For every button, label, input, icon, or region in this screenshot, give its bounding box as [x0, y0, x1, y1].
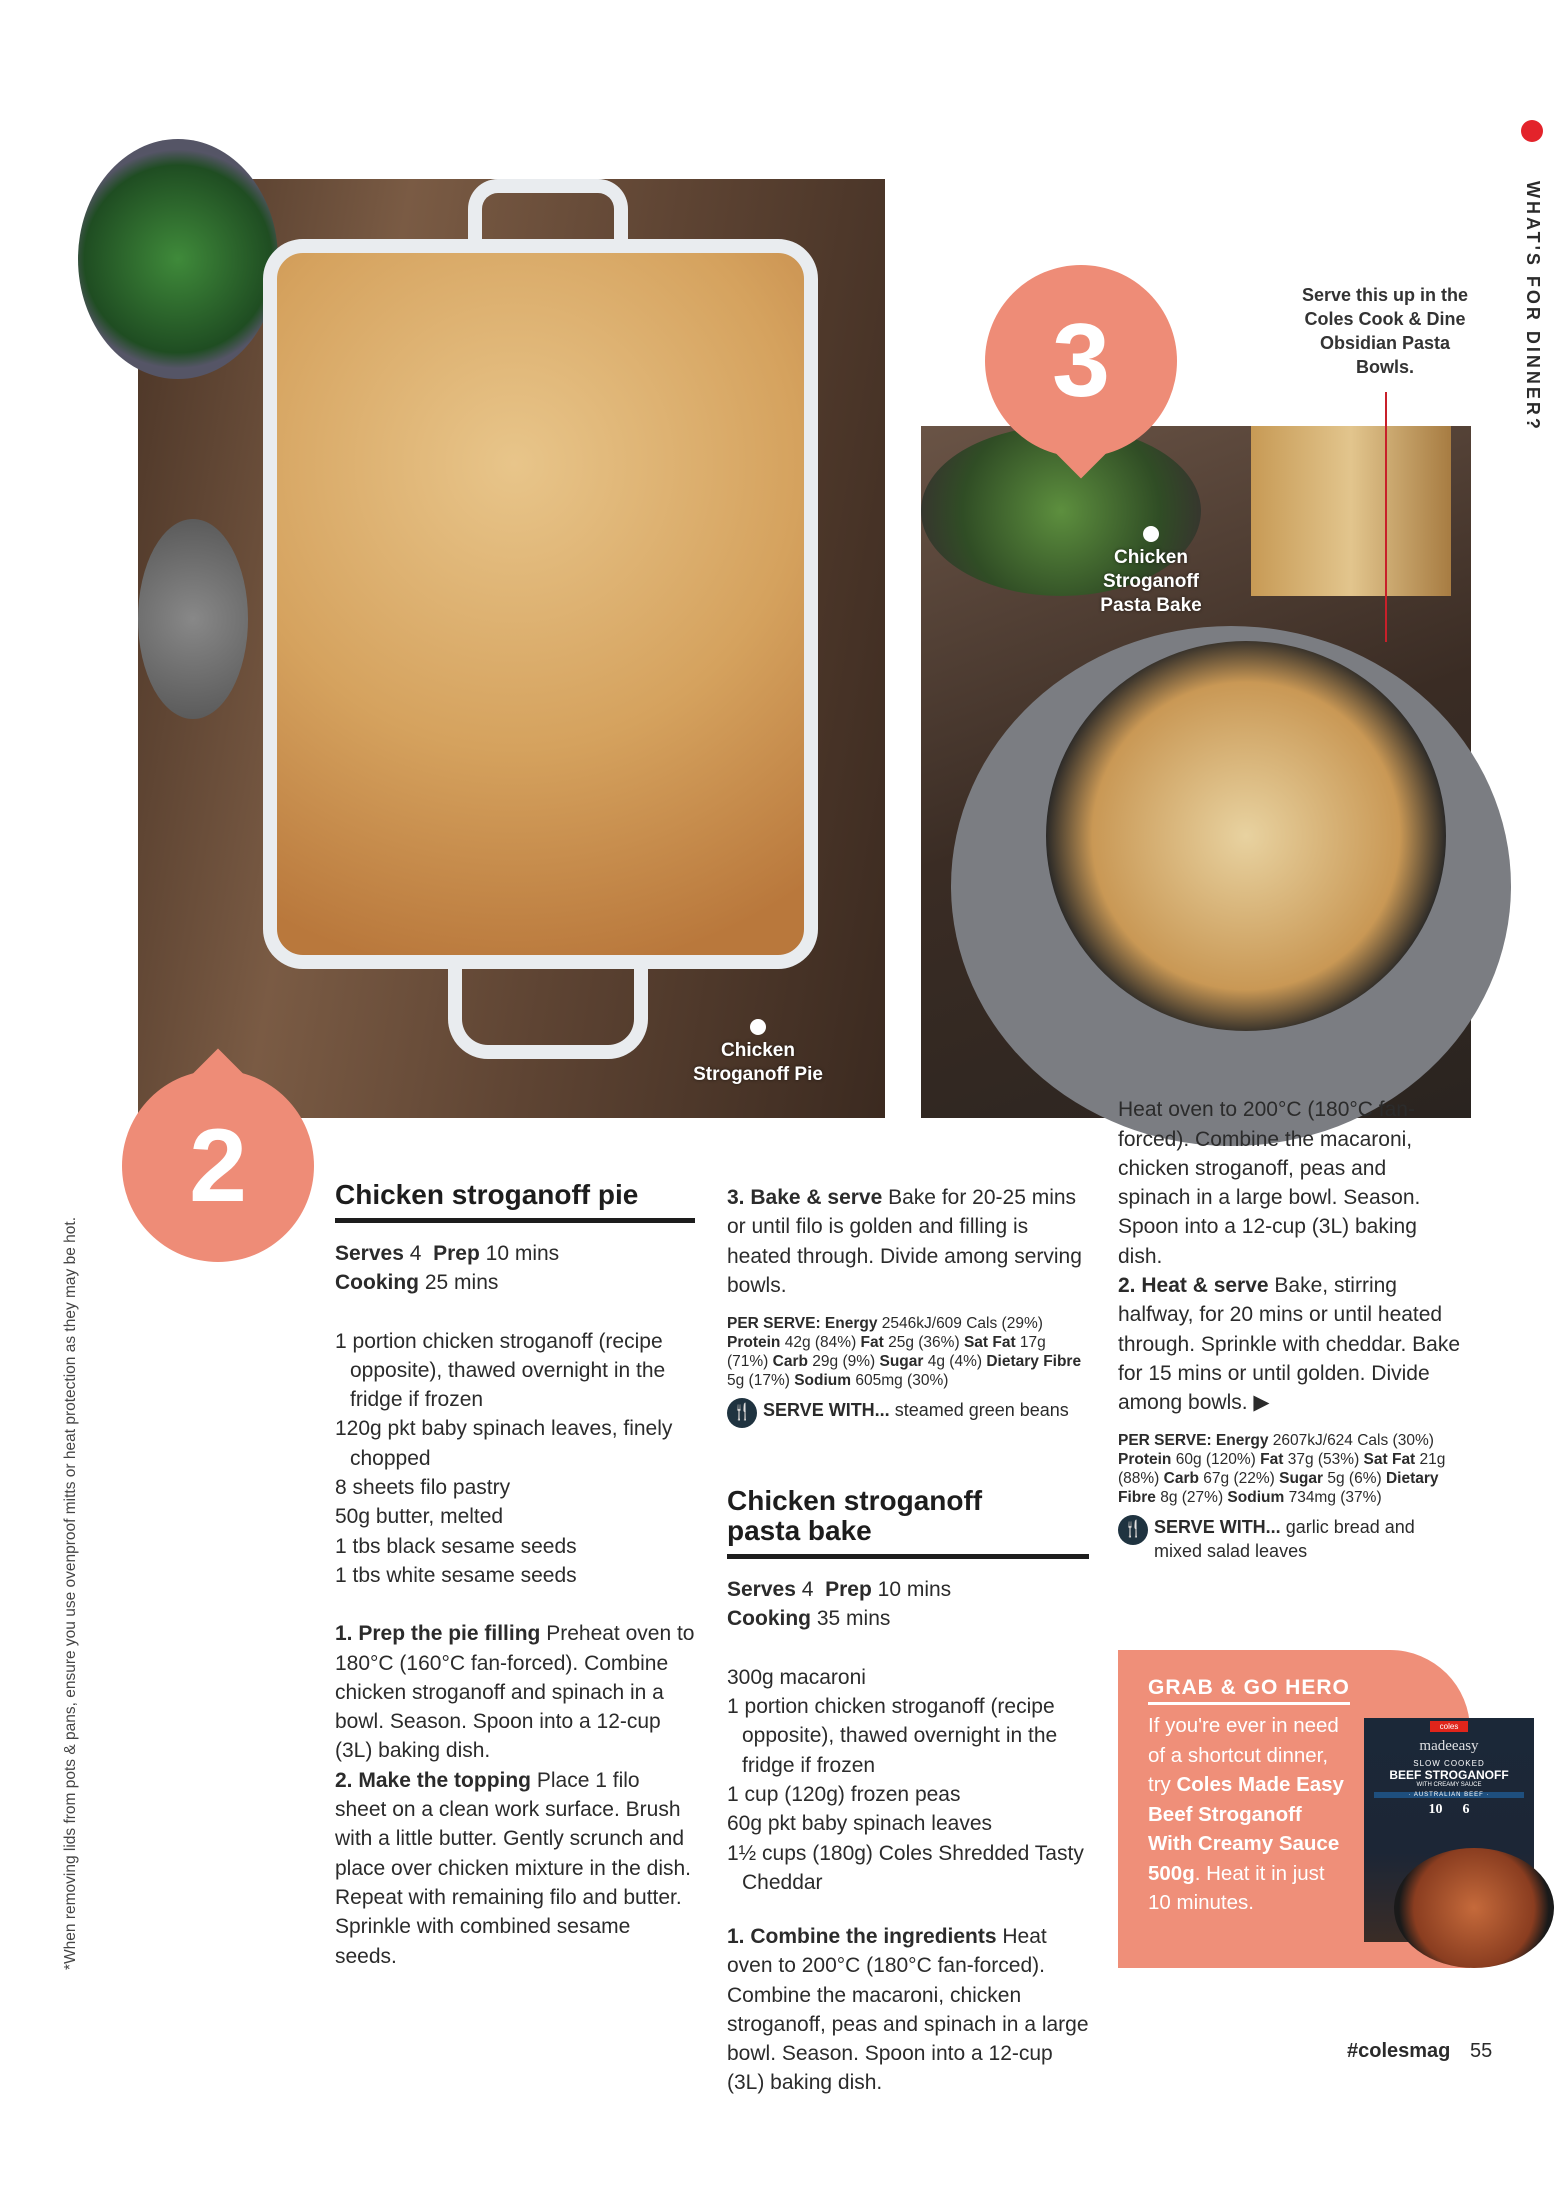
- product-sub: SLOW COOKED: [1413, 1759, 1485, 1768]
- nutrition-info: PER SERVE: Energy 2546kJ/609 Cals (29%) Protein 42g (84%) Fat 25g (36%) Sat Fat 17g (71%) Carb 29g (9%) Sugar 4g (4%) Dietary Fibre 5g (17%) Sodium 605mg (30%): [727, 1315, 1082, 1390]
- page-number: 55: [1469, 2040, 1493, 2062]
- ingredient: 8 sheets filo pastry: [335, 1476, 511, 1500]
- middle-column: [727, 1183, 1089, 1926]
- ingredient: 1 portion chicken stroganoff (recipe opposite), thawed overnight in the fridge if frozen: [727, 1695, 1058, 1777]
- product-name: BEEF STROGANOFF: [1389, 1768, 1509, 1782]
- disclaimer: *When removing lids from pots & pans, ensure you use ovenproof mitts or heat protection as they may be hot.: [62, 1217, 79, 1970]
- nutrition-info: PER SERVE: Energy 2607kJ/624 Cals (30%) Protein 60g (120%) Fat 37g (53%) Sat Fat 21g (88%) Carb 67g (22%) Sugar 5g (6%) Dietary Fibre 8g (27%) Sodium 734mg (37%): [1118, 1432, 1446, 1507]
- minutes-badge: 10: [1428, 1802, 1443, 1817]
- red-dot: [1521, 120, 1543, 142]
- ingredient: 50g butter, melted: [335, 1505, 504, 1529]
- ingredients-list: [727, 1663, 1089, 1897]
- ingredient: 1 cup (120g) frozen peas: [727, 1782, 961, 1806]
- pasta-photo: [921, 426, 1471, 1118]
- section-label: WHAT'S FOR DINNER?: [1523, 181, 1543, 432]
- cutlery-icon: 🍴: [727, 1398, 757, 1428]
- product-origin: · AUSTRALIAN BEEF ·: [1374, 1792, 1524, 1798]
- grab-go-text: If you're ever in need of a shortcut dinner, try Coles Made Easy Beef Stroganoff With Creamy Sauce 500g. Heat it in just 10 minutes.: [1148, 1714, 1344, 1914]
- ingredient: 300g macaroni: [727, 1665, 866, 1689]
- ingredient: 1½ cups (180g) Coles Shredded Tasty Cheddar: [727, 1841, 1084, 1894]
- recipe-title: Chicken stroganoff pasta bake: [727, 1485, 983, 1547]
- title-rule: [727, 1554, 1089, 1559]
- recipe-meta: Serves 4 Prep 10 mins Cooking 35 mins: [727, 1578, 952, 1631]
- right-column: [1118, 1098, 1463, 1563]
- serve-with: 🍴 SERVE WITH... garlic bread and mixed salad leaves: [1118, 1515, 1463, 1563]
- pasta-caption: Chicken Stroganoff Pasta Bake: [1091, 526, 1211, 618]
- serve-note: Serve this up in the Coles Cook & Dine Obsidian Pasta Bowls.: [1301, 285, 1469, 377]
- ingredient: 60g pkt baby spinach leaves: [727, 1812, 993, 1836]
- ingredients-list: [335, 1327, 695, 1591]
- method-step: 2. Heat & serve Bake, stirring halfway, for 20 mins or until heated through. Sprinkle with cheddar. Bake for 15 mins or until golden. Divide among bowls. ▶: [1118, 1274, 1461, 1415]
- pointer-line: [1385, 392, 1387, 642]
- pie-caption: Chicken Stroganoff Pie: [678, 1019, 838, 1087]
- serves-badge: 6: [1462, 1802, 1470, 1817]
- recipe-title: Chicken stroganoff pie: [335, 1180, 695, 1223]
- product-line: madeeasy: [1419, 1738, 1479, 1754]
- recipe-number-badge: 2: [122, 1070, 314, 1262]
- pie-recipe-column: [335, 1180, 695, 1971]
- hashtag: #colesmag: [1347, 2040, 1451, 2062]
- pie-photo: [138, 179, 885, 1118]
- method-step: 1. Combine the ingredients Heat oven to 200°C (180°C fan-forced). Combine the macaroni, chicken stroganoff, peas and spinach in a large bowl. Season. Spoon into a 12-cup (3L) baking dish.: [727, 1925, 1089, 2095]
- recipe-meta: Serves 4 Prep 10 mins Cooking 25 mins: [335, 1242, 560, 1295]
- product-desc: WITH CREAMY SAUCE: [1416, 1782, 1482, 1788]
- method-step: 3. Bake & serve Bake for 20-25 mins or until filo is golden and filling is heated through. Divide among serving bowls.: [727, 1186, 1082, 1297]
- grab-go-title: GRAB & GO HERO: [1148, 1676, 1350, 1705]
- method-step-continued: Heat oven to 200°C (180°C fan-forced). Combine the macaroni, chicken stroganoff, peas and spinach in a large bowl. Season. Spoon into a 12-cup (3L) baking dish.: [1118, 1098, 1421, 1268]
- ingredient: 120g pkt baby spinach leaves, finely chopped: [335, 1417, 673, 1470]
- serve-with: 🍴 SERVE WITH... steamed green beans: [727, 1398, 1089, 1428]
- method-step: 1. Prep the pie filling Preheat oven to 180°C (160°C fan-forced). Combine chicken stroganoff and spinach in a bowl. Season. Spoon into a 12-cup (3L) baking dish.: [335, 1622, 695, 1763]
- recipe-number-badge: 3: [985, 265, 1177, 457]
- ingredient: 1 tbs white sesame seeds: [335, 1563, 577, 1587]
- ingredient: 1 tbs black sesame seeds: [335, 1534, 577, 1558]
- footer: [1347, 2040, 1492, 2063]
- ingredient: 1 portion chicken stroganoff (recipe opposite), thawed overnight in the fridge if frozen: [335, 1329, 666, 1412]
- product-pack-image: [1364, 1718, 1534, 1942]
- method-step: 2. Make the topping Place 1 filo sheet on a clean work surface. Brush with a little butter. Gently scrunch and place over chicken mixture in the dish. Repeat with remaining filo and butter. Sprinkle with combined sesame seeds.: [335, 1768, 692, 1968]
- cutlery-icon: 🍴: [1118, 1515, 1148, 1545]
- brand-logo: coles: [1430, 1721, 1468, 1732]
